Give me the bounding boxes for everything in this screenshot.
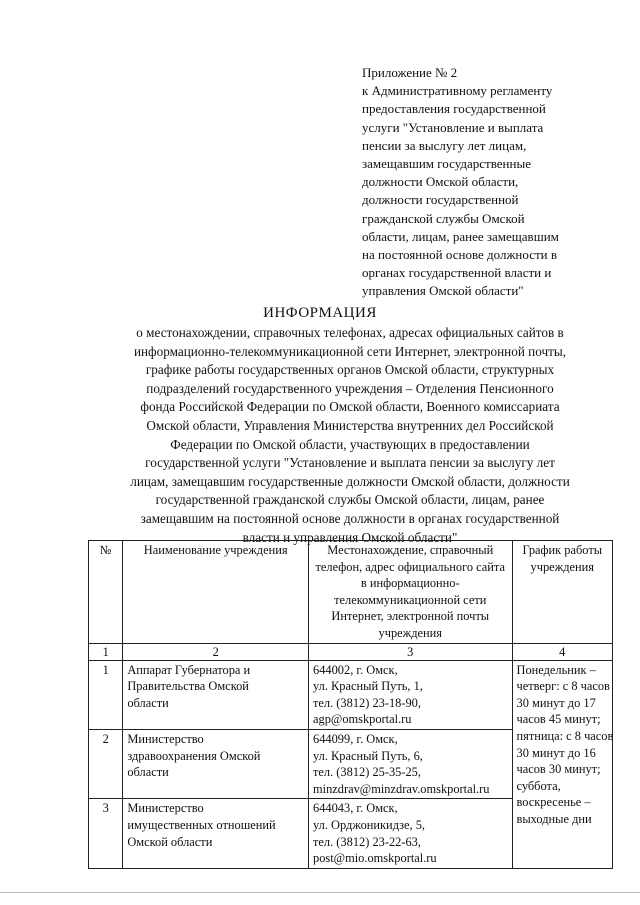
subtitle-line: графике работы государственных органов Омской области, структурных: [145, 362, 555, 378]
header-number: №: [89, 541, 123, 644]
column-number: 1: [89, 643, 123, 660]
subtitle-line: фонда Российской Федерации по Омской области, Военного комиссариата: [140, 399, 560, 415]
contact-line: ул. Красный Путь, 6,: [313, 748, 423, 763]
name-line: Министерство: [127, 731, 204, 746]
contact-line: ул. Красный Путь, 1,: [313, 679, 423, 694]
subtitle-line: о местонахождении, справочных телефонах, адресах официальных сайтов в: [136, 325, 564, 340]
appendix-line: замещавшим государственные: [362, 156, 531, 172]
contact-line: тел. (3812) 23-22-63,: [313, 834, 421, 849]
appendix-block: [362, 64, 602, 301]
contact-email: minzdrav@minzdrav.omskportal.ru: [313, 781, 490, 796]
subtitle-line: замещавшим на постоянной основе должности в органах государственной: [140, 510, 560, 526]
name-line: Правительства Омской: [127, 679, 249, 694]
contact-line: тел. (3812) 23-18-90,: [313, 695, 421, 710]
appendix-line: к Административному регламенту: [362, 83, 553, 99]
contact-line: ул. Орджоникидзе, 5,: [313, 817, 426, 832]
table-row: [89, 660, 613, 729]
contact-line: 644099, г. Омск,: [313, 731, 398, 746]
subtitle-line: государственной гражданской службы Омской области, лицам, ранее: [155, 492, 545, 508]
schedule-line: часов 30 минут;: [516, 762, 601, 777]
column-number-row: [89, 643, 613, 660]
schedule-line: воскресенье –: [516, 795, 591, 810]
contact-line: тел. (3812) 25-35-25,: [313, 765, 421, 780]
page-edge-divider: [0, 892, 640, 893]
appendix-line: управления Омской области": [362, 283, 524, 299]
institution-contacts: [309, 660, 512, 729]
subtitle-line: Омской области, Управления Министерства внутренних дел Российской: [146, 417, 554, 433]
schedule-line: суббота,: [516, 778, 561, 793]
appendix-line: области, лицам, ранее замещавшим: [362, 228, 559, 244]
header-schedule: График работы учреждения: [512, 541, 613, 644]
institution-name: [123, 660, 309, 729]
subtitle-line: Федерации по Омской области, участвующих в предоставлении: [170, 436, 530, 452]
appendix-line: Приложение № 2: [362, 65, 458, 80]
row-number: 3: [89, 799, 123, 868]
schedule-line: пятница: с 8 часов: [516, 728, 614, 743]
subtitle-line: подразделений государственного учреждения – Отделения Пенсионного: [146, 380, 554, 396]
column-number: 3: [309, 643, 512, 660]
name-line: Аппарат Губернатора и: [127, 662, 251, 677]
institutions-table: [88, 540, 613, 869]
schedule-line: 30 минут до 16: [516, 745, 596, 760]
appendix-line: предоставления государственной: [362, 101, 546, 117]
document-title: ИНФОРМАЦИЯ: [263, 305, 377, 321]
schedule-cell: [512, 660, 613, 868]
appendix-line: гражданской службы Омской: [362, 210, 525, 226]
header-contacts: Местонахождение, справочный телефон, адрес официального сайта в информационно-телекоммуникационной сети Интернет, электронной почты учреждения: [309, 541, 512, 644]
institution-name: [123, 799, 309, 868]
contact-line: 644043, г. Омск,: [313, 801, 398, 816]
contact-email: post@mio.omskportal.ru: [313, 851, 437, 866]
appendix-line: пенсии за выслугу лет лицам,: [362, 137, 527, 153]
contact-line: 644002, г. Омск,: [313, 662, 398, 677]
appendix-line: должности государственной: [362, 192, 519, 208]
table-header-row: [89, 541, 613, 644]
appendix-line: на постоянной основе должности в: [362, 247, 558, 263]
subtitle-line: информационно-телекоммуникационной сети Интернет, электронной почты,: [133, 343, 567, 359]
institution-contacts: [309, 799, 512, 868]
subtitle-line: лицам, замещавшим государственные должности Омской области, должности: [130, 473, 570, 489]
name-line: области: [127, 765, 169, 780]
schedule-line: 30 минут до 17: [516, 695, 596, 710]
appendix-line: должности Омской области,: [362, 174, 519, 190]
name-line: здравоохранения Омской: [127, 748, 261, 763]
name-line: Омской области: [127, 834, 213, 849]
schedule-line: часов 45 минут;: [516, 712, 601, 727]
row-number: 2: [89, 729, 123, 798]
column-number: 2: [123, 643, 309, 660]
name-line: имущественных отношений: [127, 817, 276, 832]
schedule-line: четверг: с 8 часов: [516, 679, 610, 694]
subtitle-line: государственной услуги "Установление и выплата пенсии за выслугу лет: [145, 455, 555, 471]
appendix-line: услуги "Установление и выплата: [362, 119, 544, 135]
subtitle-line: власти и управления Омской области": [242, 529, 458, 545]
appendix-line: органах государственной власти и: [362, 265, 552, 281]
name-line: Министерство: [127, 801, 204, 816]
header-institution-name: Наименование учреждения: [123, 541, 309, 644]
row-number: 1: [89, 660, 123, 729]
schedule-line: Понедельник –: [516, 662, 596, 677]
name-line: области: [127, 695, 169, 710]
contact-email: agp@omskportal.ru: [313, 712, 412, 727]
institution-contacts: [309, 729, 512, 798]
column-number: 4: [512, 643, 613, 660]
institution-name: [123, 729, 309, 798]
document-subtitle: [94, 324, 606, 547]
schedule-line: выходные дни: [516, 811, 592, 826]
